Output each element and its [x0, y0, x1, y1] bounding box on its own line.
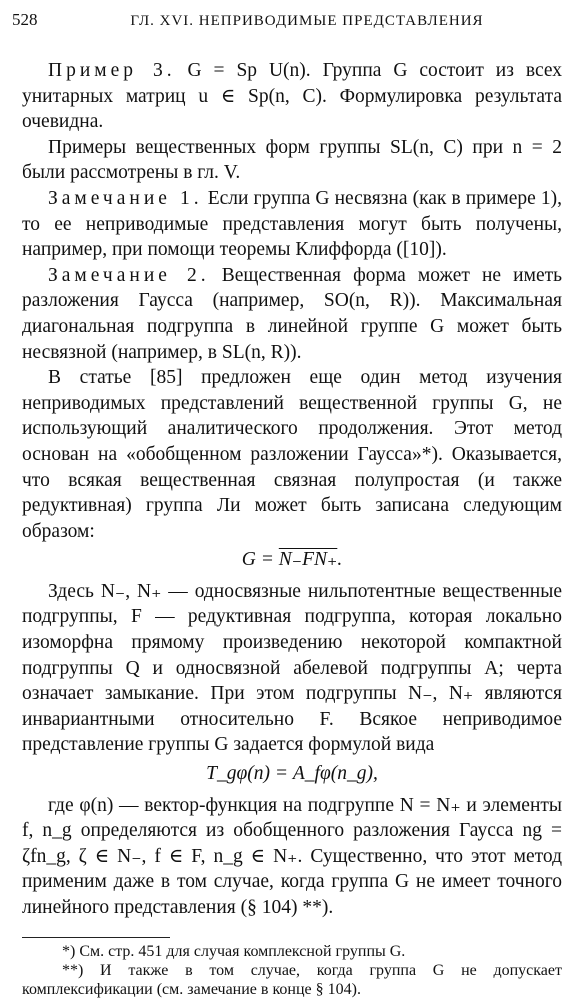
formula-gauss-decomposition: [22, 547, 562, 573]
paragraph-subgroups: Здесь N₋, N₊ — односвязные нильпотентные вещественные подгруппы, F — редуктивная подгруппа, которая локально изоморфна прямому произведению некоторой компактной подгруппы Q и односвязной абелевой подгруппы A; черта означает замыкание. При этом подгруппы N₋, N₊ являются инвариантными относительно F. Всякое неприводимое представление группы G задается формулой вида: [22, 580, 562, 756]
paragraph-vector-function: где φ(n) — вектор-функция на подгруппе N = N₊ и элементы f, n_g определяются из обобщенного разложения Гаусса ng = ζfn_g, ζ ∈ N₋, f ∈ F, n_g ∈ N₊. Существенно, что этот метод применим даже в том случае, когда группа G не имеет точного линейного представления (§ 104) **).: [22, 794, 562, 918]
formula-1-lhs: G =: [241, 549, 279, 571]
remark-2-text: Вещественная форма может не иметь разложения Гаусса (например, SO(n, R)). Максимальная диагональная подгруппа в линейной группе G может быть несвязной (например, в SL(n, R)).: [22, 264, 563, 363]
footnote-divider: [22, 937, 170, 938]
example-3-label: Пример 3.: [48, 60, 176, 81]
formula-1-rhs: N₋FN₊: [278, 549, 338, 571]
paragraph-remark-2: [22, 263, 562, 365]
paragraph-gauss-method: В статье [85] предложен еще один метод изучения неприводимых представлений вещественной группы G, не использующий аналитического продолжения. Этот метод основан на «обобщенном разложении Гаусса»*). Оказывается, что всякая вещественная связная полупростая (и также редуктивная) группа Ли может быть записана следующим образом:: [22, 367, 562, 542]
example-3-text: G = Sp U(n). Группа G состоит из всех унитарных матриц u ∈ Sp(n, C). Формулировка результата очевидна.: [22, 60, 563, 133]
remark-1-label: Замечание 1.: [48, 187, 203, 209]
paragraph-remark-1: [22, 186, 562, 263]
page-header: [12, 10, 562, 36]
footnote-2: **) И также в том случае, когда группа G не допускает комплексификации (см. замечание в конце § 104).: [22, 961, 562, 998]
remark-2-label: Замечание 2.: [48, 264, 210, 286]
formula-representation: T_gφ(n) = A_fφ(n_g),: [206, 763, 378, 785]
remark-1-text: Если группа G несвязна (как в примере 1), то ее неприводимые представления могут быть получены, например, при помощи теоремы Клиффорда ([10]).: [22, 187, 563, 261]
paragraph-real-forms: Примеры вещественных форм группы SL(n, C) при n = 2 были рассмотрены в гл. V.: [22, 136, 562, 184]
paragraph-example-3: [22, 58, 562, 135]
page-number: 528: [12, 10, 38, 29]
formula-1-end: .: [337, 549, 343, 571]
footnotes: [12, 942, 562, 999]
chapter-title: ГЛ. XVI. НЕПРИВОДИМЫЕ ПРЕДСТАВЛЕНИЯ: [130, 13, 484, 29]
main-text: [12, 58, 562, 921]
footnote-1: *) См. стр. 451 для случая комплексной группы G.: [62, 942, 406, 960]
